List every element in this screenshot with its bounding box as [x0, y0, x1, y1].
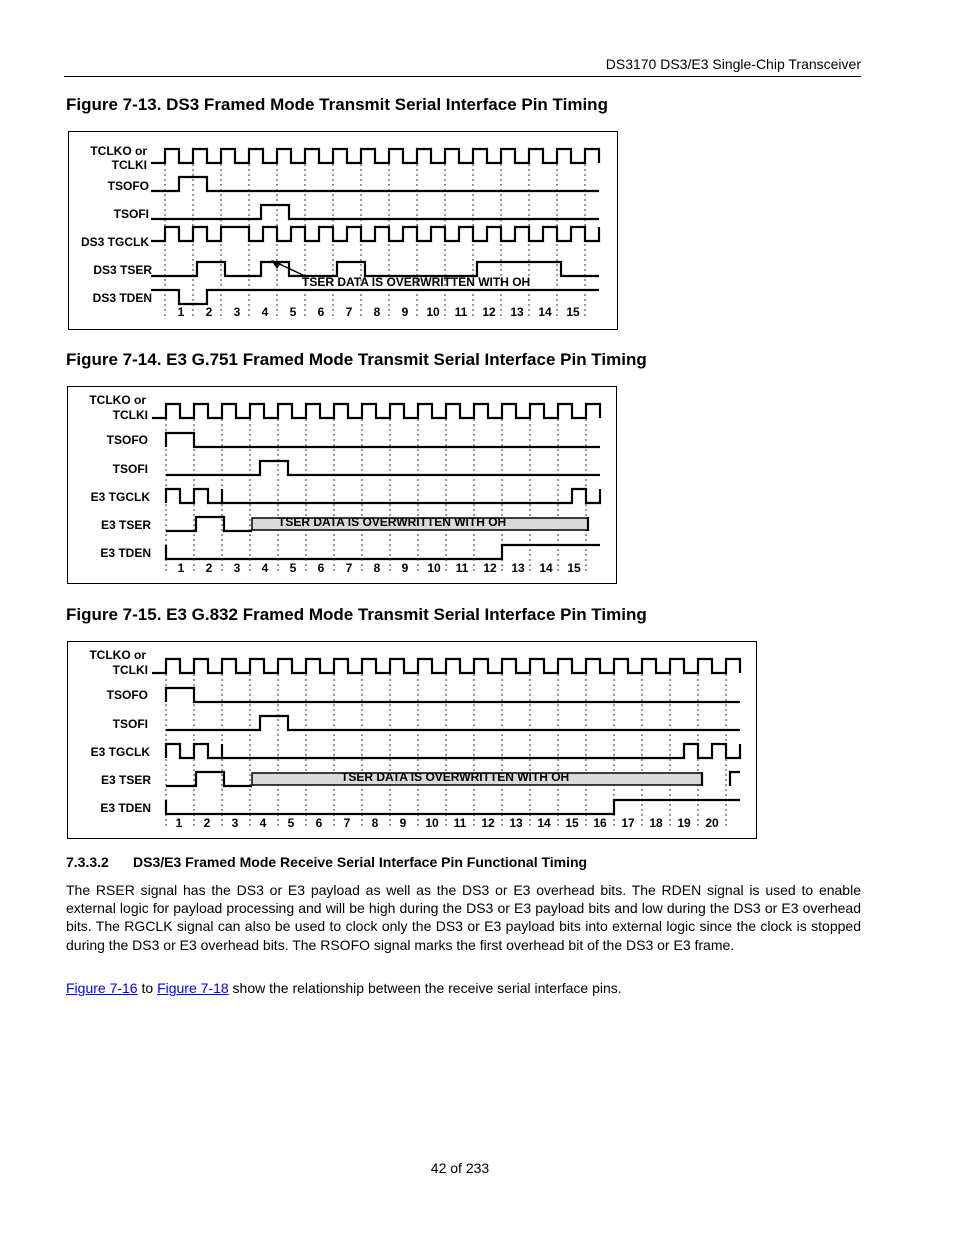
tser-waveform	[151, 262, 599, 276]
tick-label: 14	[539, 561, 553, 575]
tick-label: 4	[261, 561, 269, 575]
running-header: DS3170 DS3/E3 Single-Chip Transceiver	[605, 56, 861, 72]
tick-label: 6	[317, 305, 325, 319]
signal-label-tsofi: TSOFI	[112, 717, 148, 731]
signal-label-tsofi: TSOFI	[113, 207, 149, 221]
signal-label-tsofo: TSOFO	[106, 433, 148, 447]
body-paragraph: The RSER signal has the DS3 or E3 payload as well as the DS3 or E3 overhead bits. The RDEN signal is used to enable external logic for payload processing and will be high during the DS3 or E3 payload bits and low during the DS3 or E3 overhead bits. The RGCLK signal can also be used to clock only the DS3 or E3 payload bits into external logic since the clock is stopped during the DS3 or E3 overhead bits. The RSOFO signal marks the first overhead bit of the DS3 or E3 frame.	[66, 882, 861, 953]
tclk-waveform	[151, 149, 599, 163]
tsofo-waveform	[166, 433, 600, 447]
tick-label: 14	[537, 816, 551, 830]
tick-label: 11	[454, 305, 468, 319]
tick-label: 4	[259, 816, 267, 830]
tsofi-waveform	[166, 461, 600, 475]
figure-7-13	[68, 131, 618, 330]
tick-label: 3	[233, 561, 241, 575]
tick-label: 15	[565, 816, 579, 830]
tick-label: 12	[482, 305, 496, 319]
signal-label-tsofi: TSOFI	[112, 462, 148, 476]
signal-label-tgclk: E3 TGCLK	[90, 490, 150, 504]
figure-title-7-14: Figure 7-14. E3 G.751 Framed Mode Transmit Serial Interface Pin Timing	[66, 350, 647, 369]
figure-title-7-15: Figure 7-15. E3 G.832 Framed Mode Transmit Serial Interface Pin Timing	[66, 605, 647, 624]
tick-label: 15	[567, 561, 581, 575]
tick-label: 11	[453, 816, 467, 830]
tick-label: 2	[205, 305, 213, 319]
timing-diagram-7-13	[69, 132, 617, 329]
ref-connector: to	[137, 980, 158, 996]
tick-label: 7	[345, 561, 353, 575]
tick-label: 12	[483, 561, 497, 575]
tick-label: 5	[289, 305, 297, 319]
tick-label: 5	[289, 561, 297, 575]
tden-waveform	[151, 290, 599, 304]
tick-label: 7	[345, 305, 353, 319]
tick-label: 3	[233, 305, 241, 319]
tden-waveform	[166, 800, 740, 814]
signal-label-tgclk: DS3 TGCLK	[80, 235, 149, 249]
signal-label-tsofo: TSOFO	[107, 179, 149, 193]
section-heading	[66, 854, 587, 870]
signal-label-tsofo: TSOFO	[106, 688, 148, 702]
tden-waveform	[166, 545, 600, 559]
grid-lines	[166, 659, 726, 828]
section-number: 7.3.3.2	[66, 854, 109, 870]
signal-label-tclki: TCLKI	[112, 663, 148, 677]
tick-label: 13	[511, 561, 525, 575]
tick-label: 8	[371, 816, 379, 830]
tick-label: 2	[205, 561, 213, 575]
tick-label: 1	[177, 305, 185, 319]
section-title: DS3/E3 Framed Mode Receive Serial Interface Pin Functional Timing	[133, 854, 588, 870]
figure-7-15	[67, 641, 757, 839]
signal-label-tgclk: E3 TGCLK	[90, 745, 150, 759]
figure-7-16-link[interactable]: Figure 7-16	[66, 980, 138, 996]
tgclk-waveform	[166, 744, 740, 758]
timing-diagram-7-15	[68, 642, 756, 838]
tclk-waveform	[152, 659, 740, 673]
signal-label-tser: DS3 TSER	[93, 263, 152, 277]
tsofi-waveform	[166, 716, 740, 730]
tick-label: 7	[343, 816, 351, 830]
signal-label-tclko: TCLKO or	[90, 144, 147, 158]
tick-label: 5	[287, 816, 295, 830]
tclk-waveform	[152, 404, 600, 418]
timing-diagram-7-14	[68, 387, 616, 583]
figure-7-18-link[interactable]: Figure 7-18	[157, 980, 229, 996]
tick-label: 1	[177, 561, 185, 575]
tick-label: 8	[373, 561, 381, 575]
tick-label: 18	[649, 816, 663, 830]
signal-label-tclko: TCLKO or	[89, 648, 146, 662]
overwrite-annotation: TSER DATA IS OVERWRITTEN WITH OH	[278, 515, 507, 529]
tick-label: 11	[455, 561, 469, 575]
tick-label: 2	[203, 816, 211, 830]
tick-label: 8	[373, 305, 381, 319]
tick-label: 14	[538, 305, 552, 319]
tick-label: 10	[425, 816, 439, 830]
signal-label-tclki: TCLKI	[112, 408, 148, 422]
tick-label: 10	[426, 305, 440, 319]
signal-label-tden: DS3 TDEN	[92, 291, 152, 305]
signal-label-tden: E3 TDEN	[100, 801, 151, 815]
figure-7-14	[67, 386, 617, 584]
overwrite-annotation: TSER DATA IS OVERWRITTEN WITH OH	[341, 770, 570, 784]
tsofo-waveform	[151, 177, 599, 191]
signal-label-tden: E3 TDEN	[100, 546, 151, 560]
figure-reference-sentence	[66, 980, 622, 996]
tick-label: 12	[481, 816, 495, 830]
tick-label: 1	[175, 816, 183, 830]
header-rule	[64, 76, 861, 77]
grid-lines	[166, 404, 586, 573]
tick-label: 13	[510, 305, 524, 319]
tick-label: 19	[677, 816, 691, 830]
overwrite-annotation: TSER DATA IS OVERWRITTEN WITH OH	[302, 275, 531, 289]
figure-title-7-13: Figure 7-13. DS3 Framed Mode Transmit Serial Interface Pin Timing	[66, 95, 608, 114]
tick-label: 13	[509, 816, 523, 830]
tick-label: 9	[401, 561, 409, 575]
signal-label-tser: E3 TSER	[100, 518, 151, 532]
tick-label: 9	[399, 816, 407, 830]
signal-label-tclki: TCLKI	[111, 158, 147, 172]
tick-label: 16	[593, 816, 607, 830]
tick-label: 20	[705, 816, 719, 830]
tgclk-waveform	[151, 227, 599, 241]
ref-tail: show the relationship between the receive serial interface pins.	[228, 980, 622, 996]
tick-label: 6	[315, 816, 323, 830]
page-number: 42 of 233	[430, 1160, 490, 1176]
tick-label: 15	[566, 305, 580, 319]
tick-label: 17	[621, 816, 635, 830]
signal-label-tser: E3 TSER	[100, 773, 151, 787]
tick-label: 4	[261, 305, 269, 319]
tick-label: 3	[231, 816, 239, 830]
tick-label: 9	[401, 305, 409, 319]
tsofo-waveform	[166, 688, 740, 702]
tgclk-waveform	[166, 489, 600, 503]
signal-label-tclko: TCLKO or	[89, 393, 146, 407]
tick-label: 10	[427, 561, 441, 575]
tick-label: 6	[317, 561, 325, 575]
tsofi-waveform	[151, 205, 599, 219]
